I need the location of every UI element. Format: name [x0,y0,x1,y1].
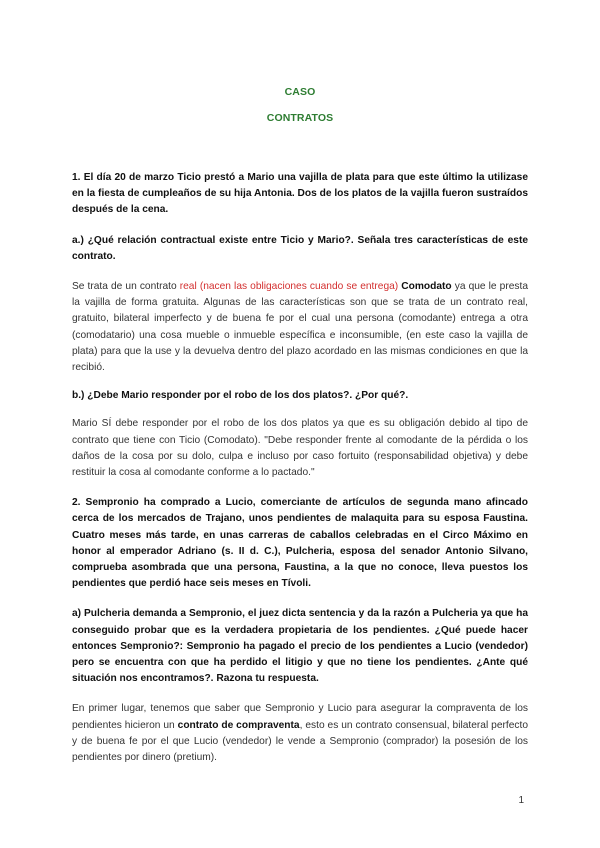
case1-answer-a [72,279,528,376]
case2-statement-text: . Sempronio ha comprado a Lucio, comerciante de artículos de segunda mano afincado cerca de los mercados de Trajano, unos pendientes de malaquita para su esposa Faustina. Cuatro meses más tarde, en unas carreras de caballos celebradas en el Circo Máximo en honor al emperador Adriano (s. II d. C.), Pulcheria, esposa del senador Antonio Silvano, comprueba asombrada que una persona, Faustina, a la que no conoce, lleva puestos los pendientes que perdió hace seis meses en Tívoli. [72,497,528,590]
document-subtitle: CONTRATOS [266,112,334,124]
case1-statement [72,170,528,219]
case1-number: 1 [72,172,78,183]
case2-answer-a-post: , esto es un contrato consensual, bilateral perfecto y de buena fe por el que Lucio (vendedor) le vende a Sempronio (comprador) la posesión de los pendientes por dinero (pretium). [72,719,528,764]
case1-answer-a-highlight: real (nacen las obligaciones cuando se entrega) [179,281,399,293]
case2-question-a: a) Pulcheria demanda a Sempronio, el juez dicta sentencia y da la razón a Pulcheria ya que ha conseguido probar que es la verdadera propietaria de los pendientes. ¿Qué puede hacer entonces Sempronio?: Sempronio ha pagado el precio de los pendientes a Lucio (vendedor) pero se encuentra con que ha perdido el litigio y que no tiene los pendientes. ¿Ante qué situación nos encontramos?. Razona tu respuesta. [72,608,528,685]
case1-answer-a-pre: Se trata de un contrato [72,281,180,293]
case2-answer-a-pre: En primer lugar, tenemos que saber que Sempronio y Lucio para asegurar la compraventa de los pendientes hicieron un [72,703,528,731]
page-number: 1 [518,795,524,806]
case2-answer-a [72,701,528,766]
case2-answer-a-term: contrato de compraventa [177,719,300,731]
case1-answer-b: Mario SÍ debe responder por el robo de los dos platos ya que es su obligación debido al tipo de contrato que tiene con Ticio (Comodato). "Debe responder frente al comodante de la pérdida o los daños de la cosa por su dolo, culpa e incluso por caso fortuito (responsabilidad objetiva) y debe restituir la cosa al comodante conforme a lo pactado." [72,418,528,479]
document-body [72,170,528,766]
case1-question-b: b.) ¿Debe Mario responder por el robo de los dos platos?. ¿Por qué?. [72,390,409,402]
case1-statement-text: . El día 20 de marzo Ticio prestó a Mario una vajilla de plata para que este último la utilizase en la fiesta de cumpleaños de su hija Antonia. Dos de los platos de la vajilla fueron sustraídos después de la cena. [72,172,528,216]
case2-number: 2 [72,497,78,509]
document-title: CASO [284,86,316,98]
case1-question-a: a.) ¿Qué relación contractual existe entre Ticio y Mario?. Señala tres características de este contrato. [72,234,528,262]
case2-statement [72,495,528,592]
case1-answer-a-term: Comodato [401,281,452,293]
case1-answer-a-post: ya que le presta la vajilla de forma gratuita. Algunas de las características son que se trata de un contrato real, gratuito, bilateral imperfecto y de buena fe por el cual una persona (comodante) entrega a otra (comodatario) una cosa mueble o inmueble específica e inconsumible, (en este caso la vajilla de plata) para que la use y la devuelva dentro del plazo acordado en las mismas condiciones en que la recibió. [72,281,528,374]
